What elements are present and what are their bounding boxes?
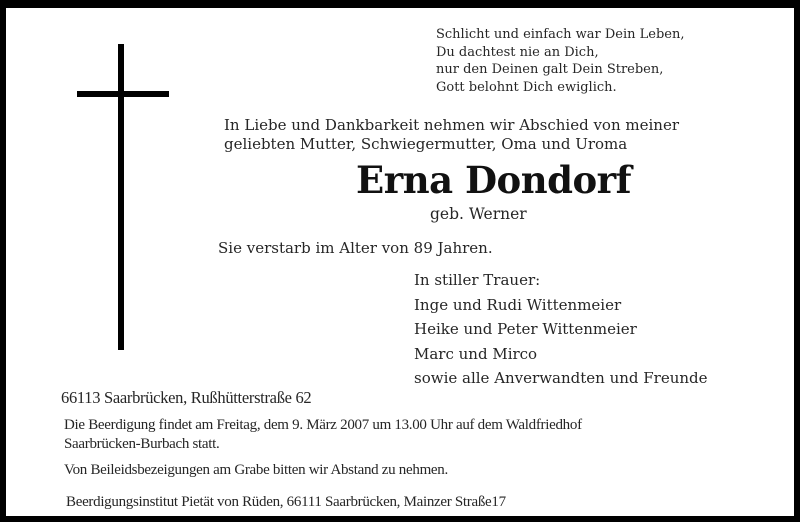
birth-name: geb. Werner [430, 205, 527, 223]
intro-line: In Liebe und Dankbarkeit nehmen wir Abschied von meiner [224, 116, 680, 134]
mourners-list [414, 268, 708, 391]
age-statement: Sie verstarb im Alter von 89 Jahren. [218, 239, 493, 257]
family-address: 66113 Saarbrücken, Rußhütterstraße 62 [61, 388, 312, 407]
mourner-line: sowie alle Anverwandten und Freunde [414, 369, 708, 387]
deceased-name: Erna Dondorf [356, 158, 632, 202]
condolence-note: Von Beileidsbezeigungen am Grabe bitten wir Abstand zu nehmen. [64, 462, 448, 478]
poem-line: Schlicht und einfach war Dein Leben, [436, 27, 685, 42]
mourner-line: Inge und Rudi Wittenmeier [414, 295, 622, 314]
funeral-line: Saarbrücken-Burbach statt. [64, 436, 220, 452]
funeral-line: Die Beerdigung findet am Freitag, dem 9. März 2007 um 13.00 Uhr auf dem Waldfriedhof [64, 417, 582, 433]
poem-line: Du dachtest nie an Dich, [436, 44, 599, 60]
undertaker-info: Beerdigungsinstitut Pietät von Rüden, 66111 Saarbrücken, Mainzer Straße17 [66, 494, 506, 510]
poem-line: nur den Deinen galt Dein Streben, [436, 62, 664, 77]
poem-line: Gott belohnt Dich ewiglich. [436, 79, 617, 95]
poem [436, 26, 685, 96]
funeral-info [64, 416, 582, 454]
farewell-intro [224, 116, 679, 153]
mourners-heading: In stiller Trauer: [414, 271, 541, 289]
intro-line: geliebten Mutter, Schwiegermutter, Oma und Uroma [224, 134, 628, 153]
mourner-line: Marc und Mirco [414, 344, 538, 363]
mourner-line: Heike und Peter Wittenmeier [414, 320, 637, 338]
latin-cross-icon [6, 8, 206, 368]
